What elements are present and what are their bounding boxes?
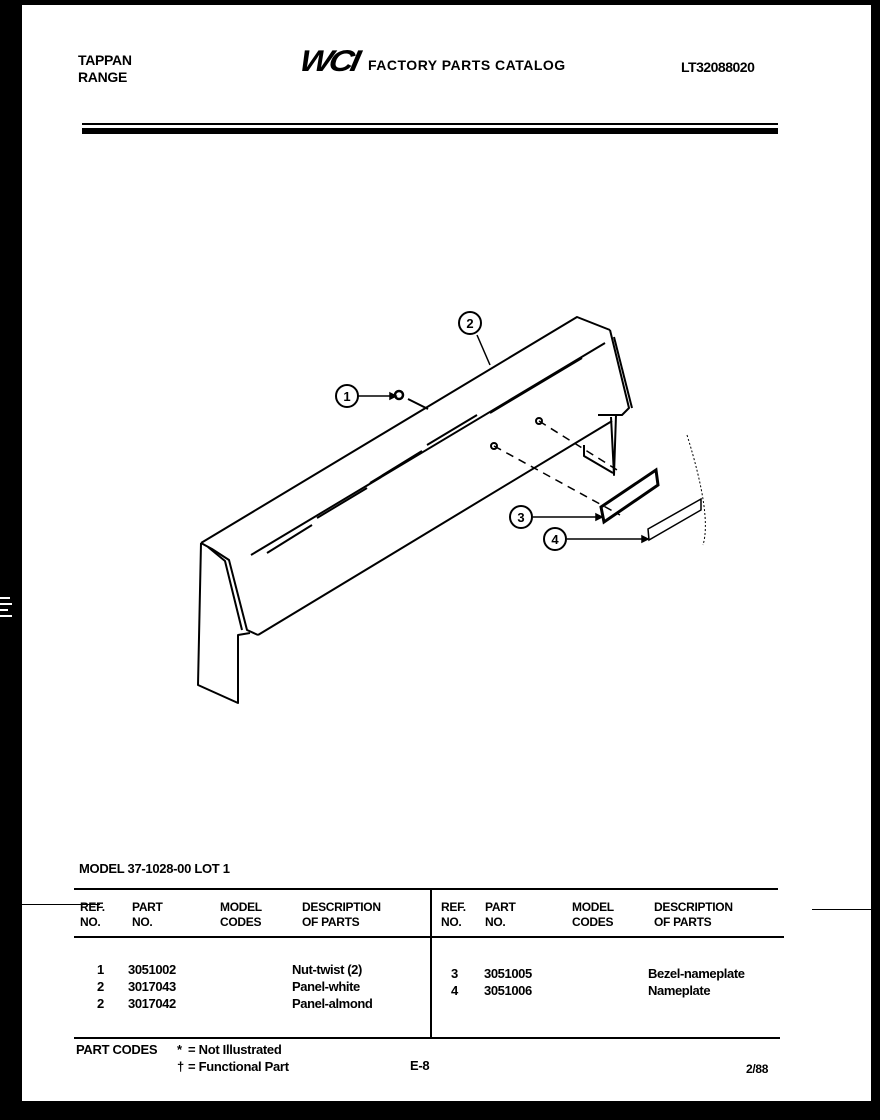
- model-line: MODEL 37-1028-00 LOT 1: [79, 861, 230, 876]
- col-header-description: DESCRIPTION OF PARTS: [302, 900, 381, 929]
- revision-date: 2/88: [746, 1062, 769, 1076]
- callout-1-label: 1: [343, 389, 351, 404]
- code-not-illustrated-symbol: *: [177, 1042, 182, 1057]
- col-header-description-right: DESCRIPTION OF PARTS: [654, 900, 733, 929]
- cell-ref: 3: [451, 966, 458, 981]
- col-header-ref-no-right: REF. NO.: [441, 900, 466, 929]
- cell-part: 3051005: [484, 966, 532, 981]
- cell-part: 3017042: [128, 996, 176, 1011]
- col-header-model-codes-right: MODEL CODES: [572, 900, 614, 929]
- callout-3-label: 3: [517, 510, 525, 525]
- appliance-type: RANGE: [78, 69, 128, 85]
- cell-part: 3051002: [128, 962, 176, 977]
- cell-ref: 2: [97, 979, 104, 994]
- cell-ref: 1: [97, 962, 104, 977]
- code-functional-text: = Functional Part: [188, 1059, 289, 1074]
- document-id: LT32088020: [681, 59, 755, 75]
- scan-edge-marks: [0, 597, 12, 621]
- callout-4-label: 4: [551, 532, 559, 547]
- brand-name: TAPPAN: [78, 52, 132, 68]
- cell-ref: 4: [451, 983, 458, 998]
- col-header-part-no-right: PART NO.: [485, 900, 516, 929]
- table-header-rule: [74, 936, 784, 938]
- col-header-ref-no: REF. NO.: [80, 900, 105, 929]
- cell-description: Panel-white: [292, 979, 360, 994]
- wci-logo: WCI: [296, 45, 361, 78]
- cell-description: Nut-twist (2): [292, 962, 362, 977]
- page-number: E-8: [410, 1058, 430, 1073]
- cell-description: Bezel-nameplate: [648, 966, 745, 981]
- table-column-divider: [430, 888, 432, 1038]
- col-header-part-no: PART NO.: [132, 900, 163, 929]
- table-top-rule: [74, 888, 778, 890]
- cell-description: Nameplate: [648, 983, 711, 998]
- cell-part: 3017043: [128, 979, 176, 994]
- cell-ref: 2: [97, 996, 104, 1011]
- cell-part: 3051006: [484, 983, 532, 998]
- cell-description: Panel-almond: [292, 996, 373, 1011]
- callout-2-label: 2: [466, 316, 474, 331]
- code-functional-symbol: †: [177, 1059, 184, 1074]
- catalog-title: FACTORY PARTS CATALOG: [368, 57, 566, 73]
- part-codes-label: PART CODES: [76, 1042, 158, 1057]
- col-header-model-codes: MODEL CODES: [220, 900, 262, 929]
- scan-artifact-line: [812, 909, 872, 910]
- table-bottom-rule: [74, 1037, 780, 1039]
- catalog-page: [22, 5, 871, 1101]
- code-not-illustrated-text: = Not Illustrated: [188, 1042, 282, 1057]
